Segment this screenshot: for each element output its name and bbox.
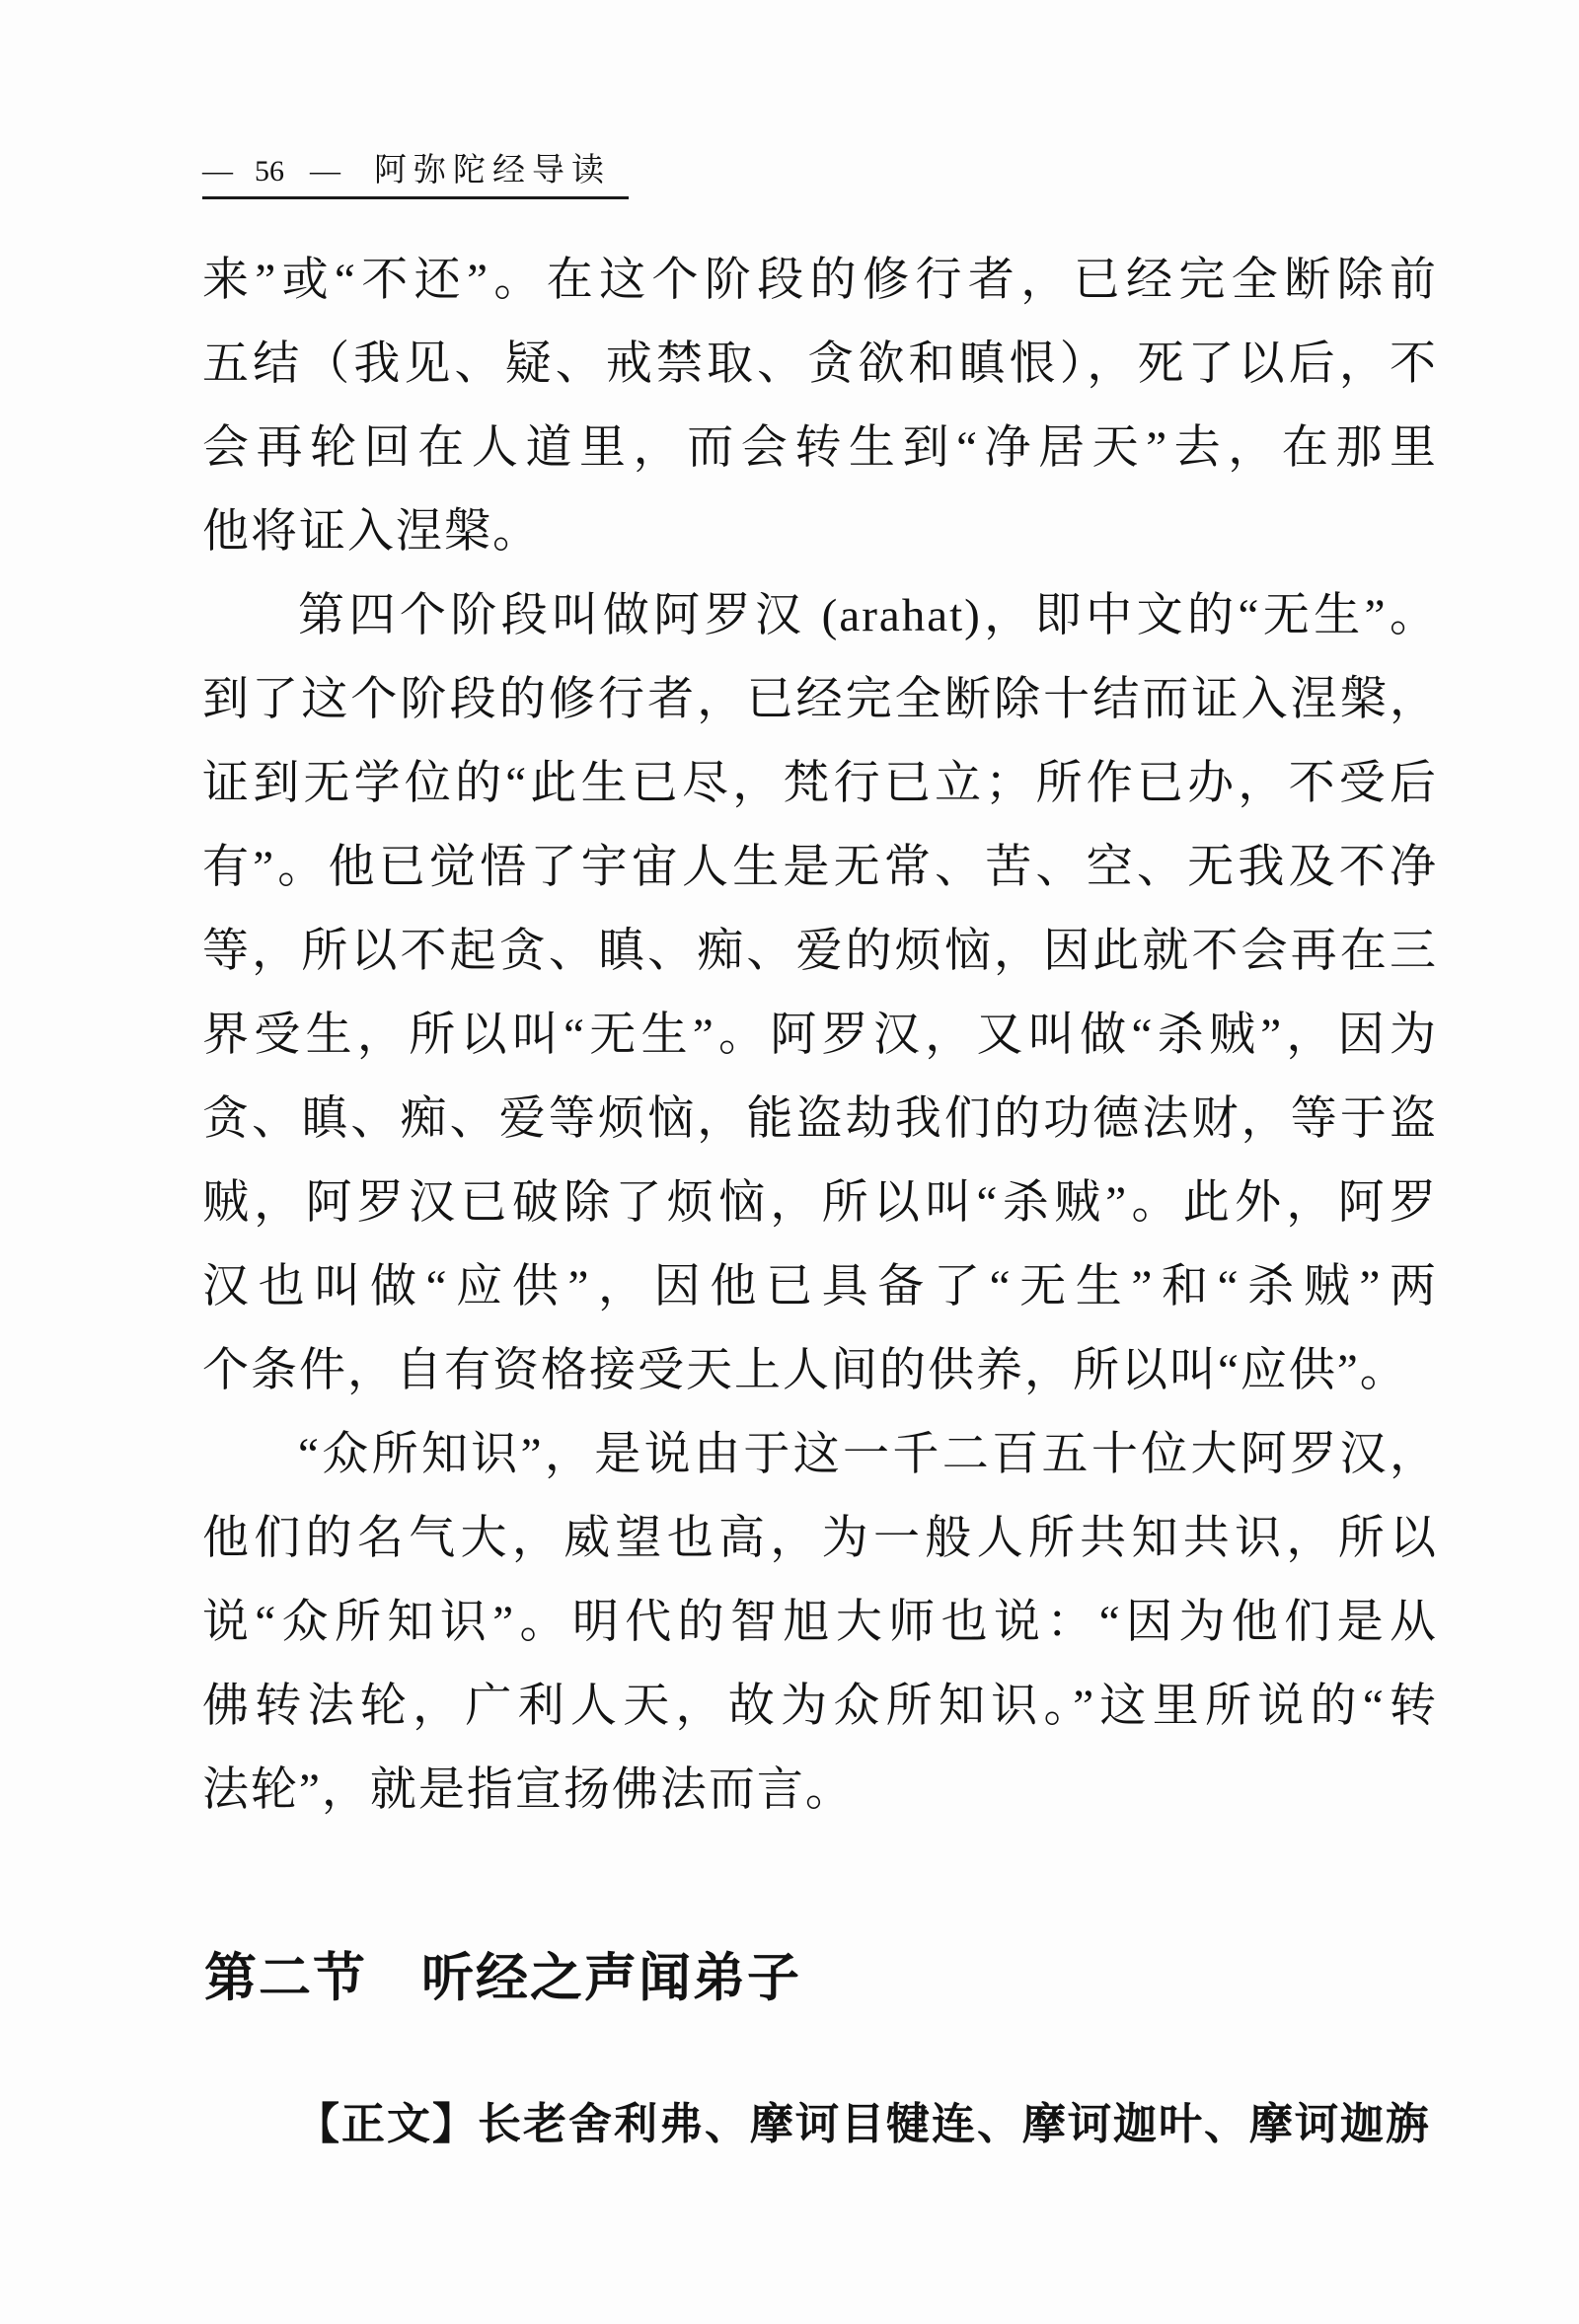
text-line: 个条件，自有资格接受天上人间的供养，所以叫“应供”。 <box>202 1345 1408 1396</box>
scripture-text: 长老舍利弗、摩诃目犍连、摩诃迦叶、摩诃迦旃 <box>478 2100 1431 2148</box>
text-line: 等，所以不起贪、瞋、痴、爱的烦恼，因此就不会再在三 <box>202 926 1438 977</box>
text-line: 法轮”，就是指宣扬佛法而言。 <box>202 1764 854 1816</box>
body-text <box>202 239 1438 1833</box>
page-number: 56 <box>255 155 284 187</box>
text-line: 第四个阶段叫做阿罗汉 (arahat)，即中文的“无生”。 <box>298 590 1438 641</box>
scripture-line <box>202 2094 1438 2155</box>
text-line: 证到无学位的“此生已尽，梵行已立；所作已办，不受后 <box>202 758 1438 809</box>
paragraph <box>202 239 1438 574</box>
text-line: 说“众所知识”。明代的智旭大师也说：“因为他们是从 <box>202 1597 1438 1648</box>
text-line: 有”。他已觉悟了宇宙人生是无常、苦、空、无我及不净 <box>202 842 1438 893</box>
scripture-tag: 【正文】 <box>296 2100 478 2148</box>
paragraph <box>202 1413 1438 1833</box>
text-line: 贪、瞋、痴、爱等烦恼，能盗劫我们的功德法财，等于盗 <box>202 1093 1438 1145</box>
text-line: 佛转法轮，广利人天，故为众所知识。”这里所说的“转 <box>202 1681 1438 1732</box>
paragraph <box>202 574 1438 1413</box>
text-line: 汉也叫做“应供”，因他已具备了“无生”和“杀贼”两 <box>202 1261 1438 1312</box>
text-line: 来”或“不还”。在这个阶段的修行者，已经完全断除前 <box>202 255 1438 306</box>
header-left-dash: — <box>202 153 233 187</box>
header-right-dash: — <box>310 153 340 187</box>
book-title: 阿弥陀经导读 <box>374 153 611 188</box>
text-line: 贼，阿罗汉已破除了烦恼，所以叫“杀贼”。此外，阿罗 <box>202 1177 1438 1229</box>
text-line: 他们的名气大，威望也高，为一般人所共知共识，所以 <box>202 1513 1438 1564</box>
text-line: 界受生，所以叫“无生”。阿罗汉，又叫做“杀贼”，因为 <box>202 1010 1438 1061</box>
text-line: 五结（我见、疑、戒禁取、贪欲和瞋恨），死了以后，不 <box>202 338 1438 390</box>
section-heading <box>204 1936 801 2011</box>
text-line: 会再轮回在人道里，而会转生到“净居天”去，在那里 <box>202 422 1438 474</box>
section-title: 听经之声闻弟子 <box>421 1950 801 2007</box>
page-header <box>202 144 629 199</box>
section-number: 第二节 <box>204 1950 367 2007</box>
text-line: 他将证入涅槃。 <box>202 506 541 558</box>
text-line: “众所知识”，是说由于这一千二百五十位大阿罗汉， <box>298 1429 1438 1480</box>
text-line: 到了这个阶段的修行者，已经完全断除十结而证入涅槃， <box>202 674 1438 725</box>
